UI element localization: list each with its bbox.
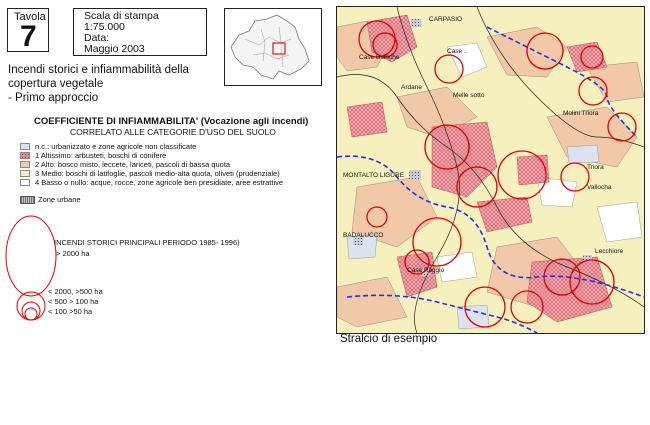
legend-swatch <box>20 143 30 150</box>
tavola-box <box>7 8 49 52</box>
fires-class-2: < 2000, >500 ha <box>48 287 103 296</box>
place-lecchiore: Lecchiore <box>595 248 624 255</box>
map-caption: Stralcio di esempio <box>340 333 438 345</box>
main-map-graphic <box>337 7 644 333</box>
place-badalucco: BADALUCCO <box>343 232 384 239</box>
locator-map-graphic <box>225 9 321 85</box>
legend-subtitle: CORRELATO ALLE CATEGORIE D'USO DEL SUOLO <box>70 127 276 137</box>
legend-class-label: 3 Medio: boschi di latifoglie, pascoli medio-alta quota, oliveti (prudenziale) <box>35 169 280 178</box>
map-title: Incendi storici e infiammabilità della copertura vegetale - Primo approccio <box>8 64 189 104</box>
place-molini-triora: Molini Triora <box>563 110 599 117</box>
place-ardane: Ardane <box>401 84 422 91</box>
legend-class-label: 4 Basso o nullo: acque, rocce, zone agricole ben presidiate, aree estrattive <box>35 178 284 187</box>
fires-title: INCENDI STORICI PRINCIPALI PERIODO 1985- 1996) <box>54 238 240 247</box>
fire-circle-small <box>22 302 40 320</box>
place-montalto-ligure: MONTALTO LIGURE <box>343 172 405 179</box>
fire-circle-large <box>6 216 56 296</box>
date-label: Data: <box>84 32 110 44</box>
legend-class-label: 1 Altissimo: arbusteti, boschi di conifere <box>35 151 167 160</box>
legend-swatch <box>20 179 30 186</box>
scale-date-box <box>73 8 207 56</box>
legend-class-row <box>20 142 320 151</box>
urban-legend <box>20 195 81 204</box>
date-value: Maggio 2003 <box>84 43 145 55</box>
scale-label: Scala di stampa <box>84 10 159 22</box>
place-carpasio: CARPASIO <box>429 16 463 23</box>
legend-title: COEFFICIENTE DI INFIAMMABILITA' (Vocazione agli incendi) <box>34 116 309 127</box>
locator-map <box>224 8 322 86</box>
place-vallocha: Vallocha <box>587 184 612 191</box>
tavola-number: 7 <box>20 20 37 53</box>
scale-value: 1:75.000 <box>84 21 125 33</box>
fires-class-1: > 2000 ha <box>56 249 90 258</box>
legend <box>20 116 320 187</box>
legend-class-row <box>20 151 320 160</box>
urban-label: Zone urbane <box>38 195 81 204</box>
legend-class-label: 2 Alto: bosco misto, leccete, lariceti, pascoli di bassa quota <box>35 160 231 169</box>
main-map <box>336 6 645 334</box>
legend-swatch <box>20 170 30 177</box>
legend-swatch <box>20 152 30 159</box>
legend-class-row <box>20 178 320 187</box>
fire-circle-smallest <box>25 308 37 320</box>
fires-class-4: < 100 >50 ha <box>48 307 93 316</box>
legend-swatch <box>20 161 30 168</box>
fires-class-3: < 500 > 100 ha <box>48 297 99 306</box>
place-case-bianche: Case Bianche <box>359 54 400 61</box>
urban-swatch <box>20 196 35 204</box>
place-melle-sotto: Melle sotto <box>453 92 485 99</box>
tavola-label: Tavola <box>14 11 46 23</box>
legend-class-row <box>20 169 320 178</box>
legend-class-label: n.c.: urbanizzato e zone agricole non classificate <box>35 142 197 151</box>
place-triora: Triora <box>587 164 604 171</box>
legend-class-row <box>20 160 320 169</box>
place-case-paggio: Case Paggio <box>407 267 445 274</box>
place-case: Case .. <box>447 48 468 55</box>
